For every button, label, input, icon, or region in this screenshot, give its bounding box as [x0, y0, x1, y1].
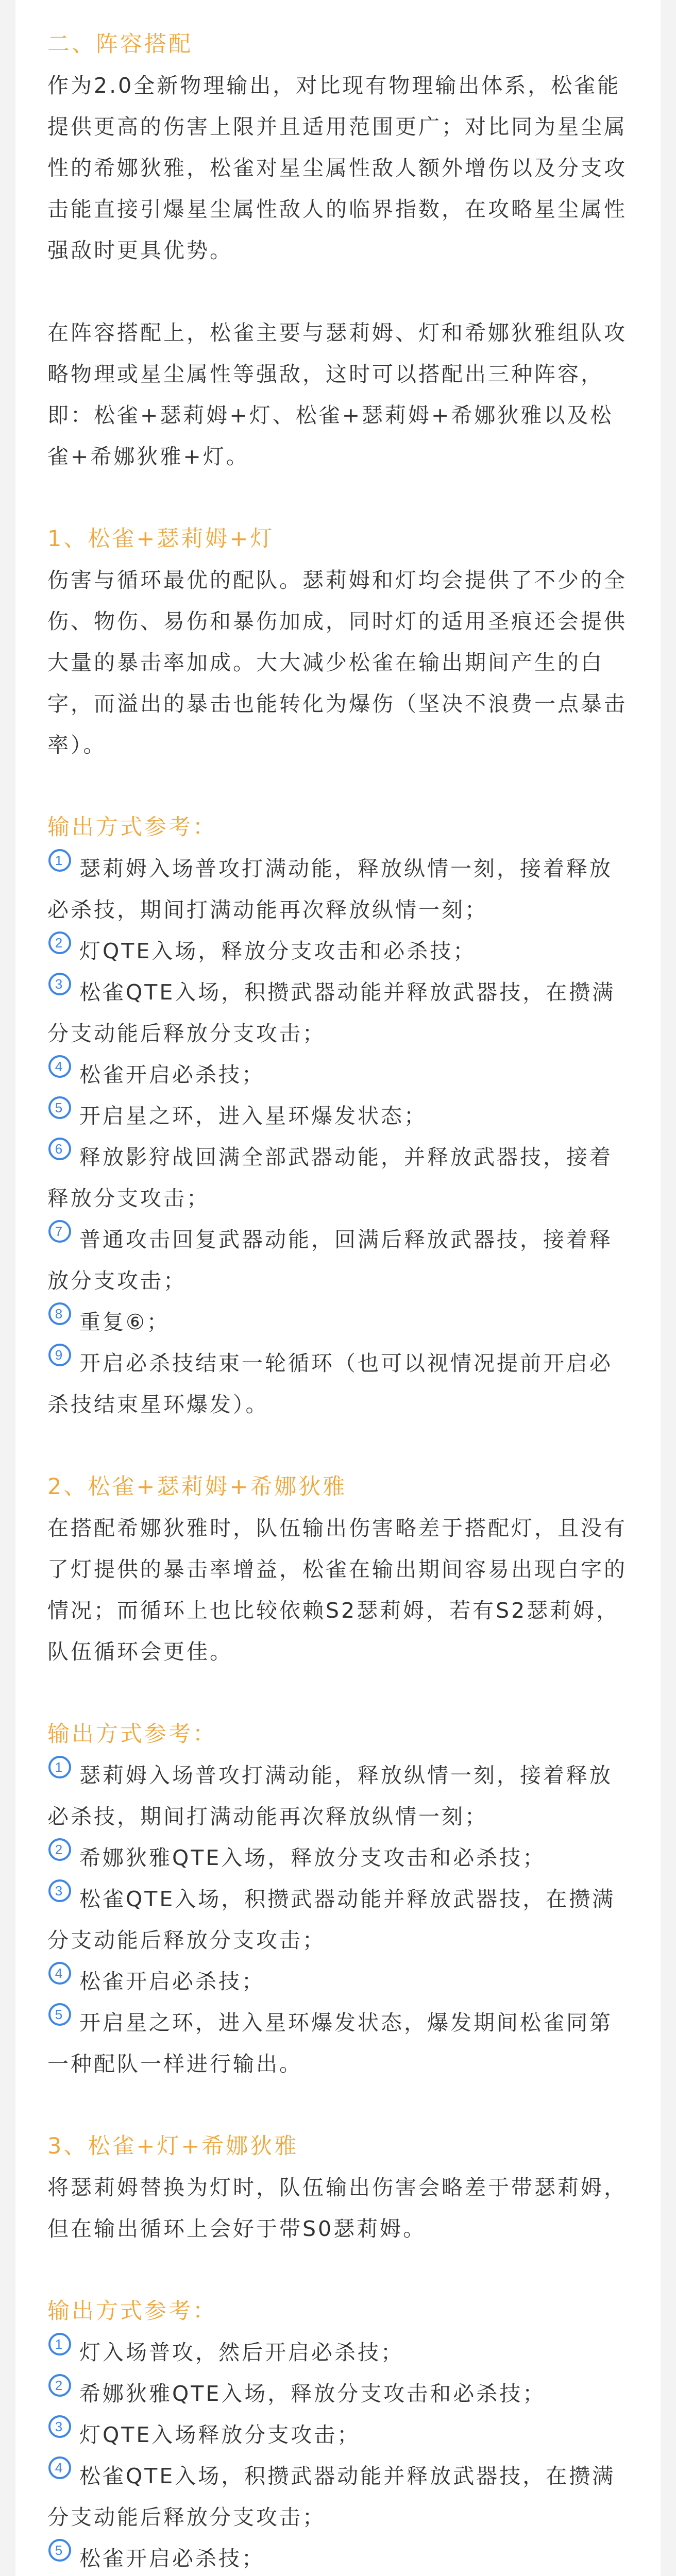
team-3-guide-title: 输出方式参考：	[47, 2298, 217, 2324]
number-badge-icon	[47, 972, 72, 996]
svg-text:1: 1	[55, 853, 65, 868]
team-2-title: 2、松雀+瑟莉姆+希娜狄雅	[47, 1474, 347, 1500]
team-3-step-5	[47, 2538, 629, 2576]
number-badge-icon	[47, 2373, 72, 2398]
team-1-step-3	[47, 972, 629, 1054]
step-text: 松雀QTE入场，积攒武器动能并释放武器技，在攒满分支动能后释放分支攻击；	[47, 1887, 616, 1953]
article-page	[15, 0, 661, 2576]
svg-text:5: 5	[55, 2543, 65, 2558]
team-3-step-1	[47, 2332, 629, 2373]
team-1-step-2	[47, 930, 629, 972]
svg-text:8: 8	[55, 1306, 65, 1321]
svg-text:2: 2	[55, 2378, 65, 2393]
svg-text:5: 5	[55, 2007, 65, 2022]
team-2-step-2	[47, 1837, 629, 1878]
intro-paragraph-1: 作为2.0全新物理输出，对比现有物理输出体系，松雀能提供更高的伤害上限并且适用范围更广；对比同为星尘属性的希娜狄雅，松雀对星尘属性敌人额外增伤以及分支攻击能直接引爆星尘属性敌人的临界指数，在攻略星尘属性强敌时更具优势。	[47, 73, 627, 263]
step-text: 松雀QTE入场，积攒武器动能并释放武器技，在攒满分支动能后释放分支攻击；	[47, 2464, 616, 2530]
team-1-step-1	[47, 848, 629, 930]
step-text: 松雀开启必杀技；	[79, 1062, 265, 1087]
number-badge-icon	[47, 2538, 72, 2563]
svg-text:7: 7	[55, 1224, 65, 1239]
team-2-step-1	[47, 1755, 629, 1837]
svg-text:9: 9	[55, 1347, 65, 1363]
step-text: 希娜狄雅QTE入场，释放分支攻击和必杀技；	[79, 2381, 546, 2406]
team-1-step-6	[47, 1137, 629, 1219]
step-text: 瑟莉姆入场普攻打满动能，释放纵情一刻，接着释放必杀技，期间打满动能再次释放纵情一刻；	[47, 1763, 613, 1829]
step-text: 开启必杀技结束一轮循环（也可以视情况提前开启必杀技结束星环爆发）。	[47, 1351, 613, 1417]
team-2-guide-title: 输出方式参考：	[47, 1721, 217, 1747]
svg-text:4: 4	[55, 1059, 65, 1074]
svg-text:4: 4	[55, 1965, 65, 1981]
svg-text:5: 5	[55, 1100, 65, 1115]
team-1-step-9	[47, 1343, 629, 1425]
svg-text:3: 3	[55, 2419, 65, 2434]
step-text: 普通攻击回复武器动能，回满后释放武器技，接着释放分支攻击；	[47, 1227, 613, 1293]
team-3-step-3	[47, 2414, 629, 2455]
team-1-step-8	[47, 1301, 629, 1343]
step-text: 松雀QTE入场，积攒武器动能并释放武器技，在攒满分支动能后释放分支攻击；	[47, 980, 616, 1046]
step-text: 松雀开启必杀技；	[79, 1969, 265, 1994]
number-badge-icon	[47, 930, 72, 955]
number-badge-icon	[47, 1301, 72, 1326]
step-text: 开启星之环，进入星环爆发状态，爆发期间松雀同第一种配队一样进行输出。	[47, 2010, 613, 2076]
spacer	[47, 2249, 629, 2291]
number-badge-icon	[47, 2332, 72, 2357]
number-badge-icon	[47, 1837, 72, 1862]
spacer	[47, 2084, 629, 2126]
svg-text:4: 4	[55, 2460, 65, 2476]
step-text: 重复⑥；	[79, 1310, 170, 1334]
team-1-step-7	[47, 1219, 629, 1301]
team-3-step-4	[47, 2455, 629, 2538]
number-badge-icon	[47, 1343, 72, 1367]
team-3-step-2	[47, 2373, 629, 2414]
team-2-description: 在搭配希娜狄雅时，队伍输出伤害略差于搭配灯，且没有了灯提供的暴击率增益，松雀在输出期间容易出现白字的情况；而循环上也比较依赖S2瑟莉姆，若有S2瑟莉姆，队伍循环会更佳。	[47, 1516, 627, 1664]
number-badge-icon	[47, 848, 72, 873]
number-badge-icon	[47, 2414, 72, 2439]
team-1-description: 伤害与循环最优的配队。瑟莉姆和灯均会提供了不少的全伤、物伤、易伤和暴伤加成，同时灯的适用圣痕还会提供大量的暴击率加成。大大减少松雀在输出期间产生的白字，而溢出的暴击也能转化为爆伤（坚决不浪费一点暴击率）。	[47, 568, 627, 757]
team-2-step-3	[47, 1878, 629, 1961]
team-3-title: 3、松雀+灯+希娜狄雅	[47, 2133, 299, 2159]
svg-text:2: 2	[55, 935, 65, 951]
team-1-step-5	[47, 1095, 629, 1137]
step-text: 瑟莉姆入场普攻打满动能，释放纵情一刻，接着释放必杀技，期间打满动能再次释放纵情一刻；	[47, 856, 613, 922]
number-badge-icon	[47, 2455, 72, 2480]
svg-text:1: 1	[55, 2336, 65, 2352]
spacer	[47, 1672, 629, 1714]
spacer	[47, 766, 629, 807]
number-badge-icon	[47, 1054, 72, 1079]
number-badge-icon	[47, 1219, 72, 1244]
article-content	[15, 0, 661, 2576]
step-text: 灯QTE入场释放分支攻击；	[79, 2422, 361, 2447]
svg-text:3: 3	[55, 976, 65, 992]
team-3-description: 将瑟莉姆替换为灯时，队伍输出伤害会略差于带瑟莉姆，但在输出循环上会好于带S0瑟莉姆。	[47, 2175, 627, 2241]
svg-text:6: 6	[55, 1141, 65, 1157]
section-title: 二、阵容搭配	[47, 31, 193, 57]
svg-text:3: 3	[55, 1883, 65, 1899]
team-2-step-5	[47, 2002, 629, 2084]
team-1-title: 1、松雀+瑟莉姆+灯	[47, 526, 275, 552]
team-2-step-4	[47, 1961, 629, 2002]
number-badge-icon	[47, 1095, 72, 1120]
step-text: 希娜狄雅QTE入场，释放分支攻击和必杀技；	[79, 1845, 546, 1870]
number-badge-icon	[47, 1137, 72, 1161]
step-text: 灯入场普攻，然后开启必杀技；	[79, 2340, 404, 2365]
number-badge-icon	[47, 1755, 72, 1780]
team-1-step-4	[47, 1054, 629, 1095]
svg-text:1: 1	[55, 1759, 65, 1775]
step-text: 释放影狩战回满全部武器动能，并释放武器技，接着释放分支攻击；	[47, 1145, 613, 1211]
step-text: 开启星之环，进入星环爆发状态；	[79, 1104, 427, 1128]
intro-paragraph-2: 在阵容搭配上，松雀主要与瑟莉姆、灯和希娜狄雅组队攻略物理或星尘属性等强敌，这时可以搭配出三种阵容，即：松雀+瑟莉姆+灯、松雀+瑟莉姆+希娜狄雅以及松雀+希娜狄雅+灯。	[47, 320, 627, 469]
svg-text:2: 2	[55, 1842, 65, 1857]
number-badge-icon	[47, 2002, 72, 2027]
team-1-guide-title: 输出方式参考：	[47, 815, 217, 840]
spacer	[47, 477, 629, 518]
step-text: 灯QTE入场，释放分支攻击和必杀技；	[79, 939, 477, 963]
number-badge-icon	[47, 1878, 72, 1903]
spacer	[47, 271, 629, 312]
number-badge-icon	[47, 1961, 72, 1986]
spacer	[47, 1425, 629, 1466]
step-text: 松雀开启必杀技；	[79, 2546, 265, 2571]
